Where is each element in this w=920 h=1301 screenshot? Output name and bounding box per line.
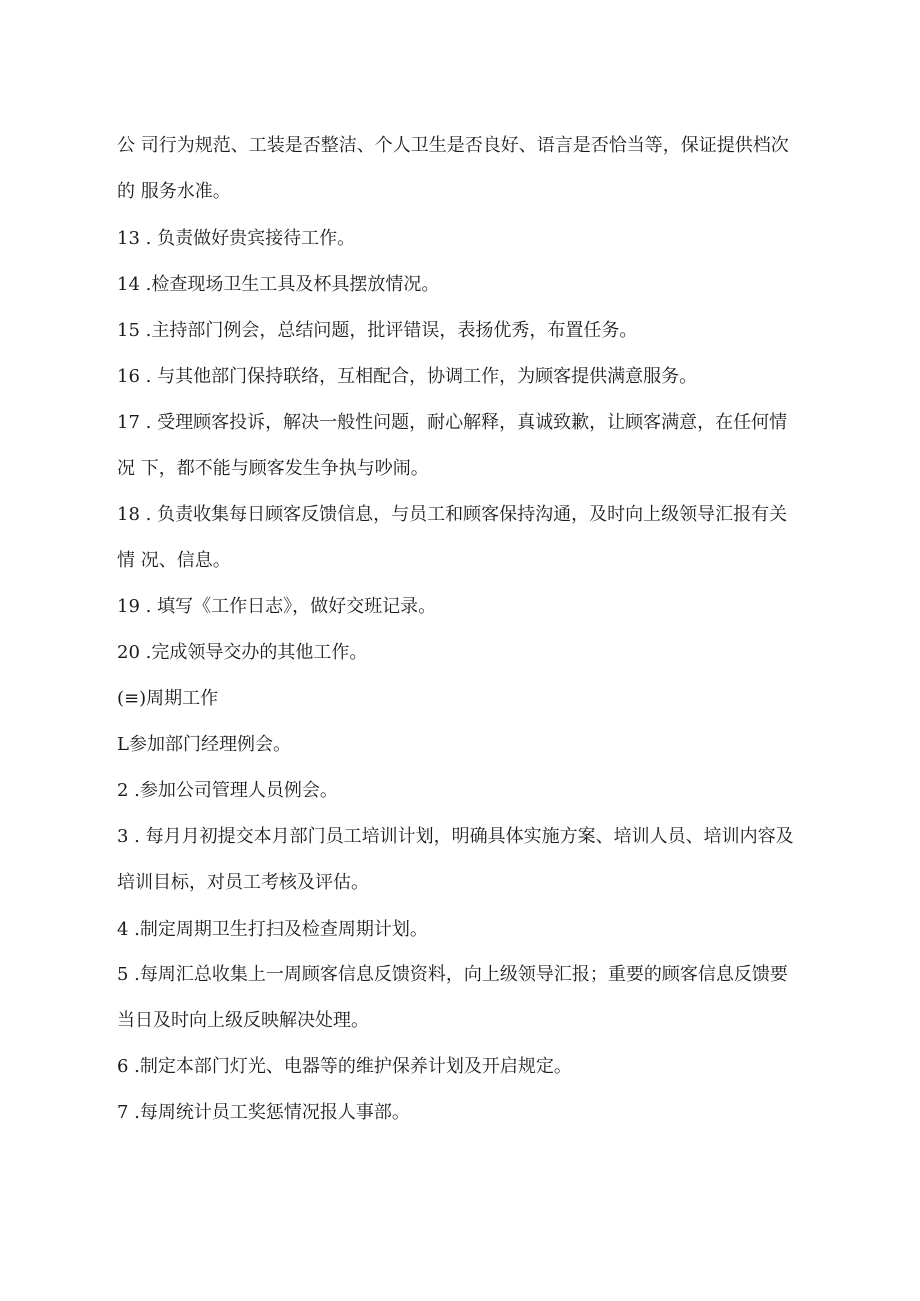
text-line: 况 下，都不能与顾客发生争执与吵闹。	[117, 458, 429, 479]
text-line: 19 . 填写《工作日志》，做好交班记录。	[117, 596, 437, 617]
text-line: 3 . 每月月初提交本月部门员工培训计划，明确具体实施方案、培训人员、培训内容及	[117, 826, 794, 847]
text-line: 16 . 与其他部门保持联络，互相配合，协调工作，为顾客提供满意服务。	[117, 366, 698, 387]
text-line: 7 .每周统计员工奖惩情况报人事部。	[117, 1102, 410, 1123]
text-line: 培训目标，对员工考核及评估。	[117, 872, 369, 893]
text-line: 2 .参加公司管理人员例会。	[117, 780, 338, 801]
text-line: L参加部门经理例会。	[117, 734, 291, 755]
text-line: 6 .制定本部门灯光、电器等的维护保养计划及开启规定。	[117, 1056, 572, 1077]
text-line: 15 .主持部门例会，总结问题，批评错误，表扬优秀，布置任务。	[117, 320, 638, 341]
text-line: 4 .制定周期卫生打扫及检查周期计划。	[117, 919, 428, 940]
text-line: 14 .检查现场卫生工具及杯具摆放情况。	[117, 274, 440, 295]
text-line: 20 .完成领导交办的其他工作。	[117, 642, 368, 663]
text-line: 18 . 负责收集每日顾客反馈信息，与员工和顾客保持沟通，及时向上级领导汇报有关	[117, 504, 788, 525]
section-heading: (≡)周期工作	[117, 688, 219, 709]
text-line: 公 司行为规范、工装是否整洁、个人卫生是否良好、语言是否恰当等，保证提供档次	[117, 135, 789, 156]
text-line: 的 服务水准。	[117, 181, 231, 202]
text-line: 5 .每周汇总收集上一周顾客信息反馈资料，向上级领导汇报；重要的顾客信息反馈要	[117, 964, 788, 985]
text-line: 13 . 负责做好贵宾接待工作。	[117, 228, 356, 249]
text-line: 17 . 受理顾客投诉，解决一般性问题，耐心解释，真诚致歉，让顾客满意，在任何情	[117, 412, 788, 433]
text-line: 当日及时向上级反映解决处理。	[117, 1010, 369, 1031]
text-line: 情 况、信息。	[117, 550, 231, 571]
